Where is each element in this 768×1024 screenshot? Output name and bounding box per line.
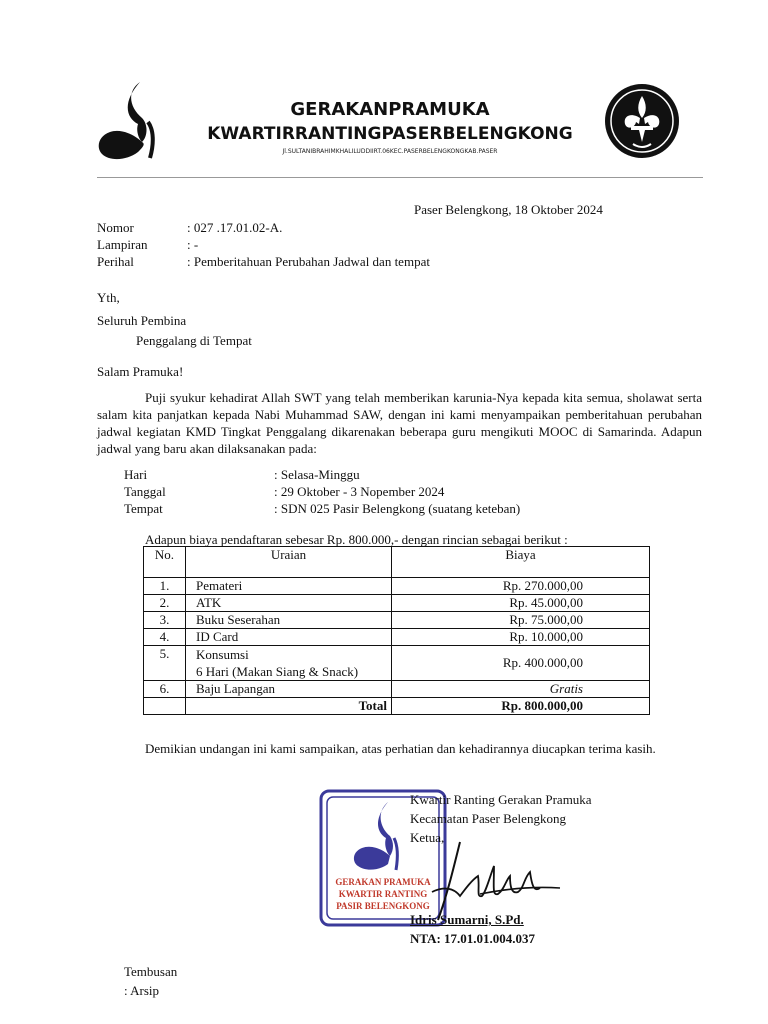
cell-no: 4. — [144, 629, 186, 646]
cell-empty — [144, 698, 186, 715]
meta-row-perihal — [97, 253, 430, 270]
table-row — [144, 646, 650, 681]
cc-item: : Arsip — [124, 983, 160, 998]
schedule-value: : SDN 025 Pasir Belengkong (suatang keteban) — [274, 501, 521, 516]
table-header-row — [144, 547, 650, 578]
org-address: Jl.SULTANIBRAHIMKHALILUDDIIRT.06KEC.PASERBELENGKONGKAB.PASER — [282, 148, 498, 155]
greeting: Salam Pramuka! — [97, 364, 184, 379]
meta-value: : 027 .17.01.02-A. — [187, 220, 283, 235]
signature-line1: Kwartir Ranting Gerakan Pramuka — [410, 792, 592, 807]
cell-biaya: Rp. 270.000,00 — [392, 578, 650, 595]
header-no: No. — [144, 547, 186, 578]
header-uraian: Uraian — [186, 547, 392, 578]
meta-label: Lampiran — [97, 237, 148, 252]
cell-uraian-multi — [186, 646, 392, 681]
meta-label: Perihal — [97, 254, 134, 269]
header-biaya: Biaya — [392, 547, 650, 578]
cell-no: 2. — [144, 595, 186, 612]
cell-uraian: Pemateri — [186, 578, 392, 595]
cell-uraian: ID Card — [186, 629, 392, 646]
cell-no: 1. — [144, 578, 186, 595]
recipient-line1: Seluruh Pembina — [97, 313, 187, 328]
recipient-line2: Penggalang di Tempat — [136, 333, 252, 348]
meta-label: Nomor — [97, 220, 134, 235]
org-title — [150, 98, 630, 146]
signatory-name: Idris Sumarni, S.Pd. — [410, 912, 524, 927]
cell-biaya: Rp. 45.000,00 — [392, 595, 650, 612]
table-total-row — [144, 698, 650, 715]
table-row — [144, 681, 650, 698]
table-row — [144, 595, 650, 612]
org-title-line1: GERAKANPRAMUKA — [290, 99, 490, 120]
table-row — [144, 578, 650, 595]
cell-no: 5. — [144, 646, 186, 681]
signatory-nta: NTA: 17.01.01.004.037 — [410, 931, 536, 946]
cost-table — [143, 546, 650, 715]
letter-meta — [97, 219, 430, 270]
schedule-label: Tempat — [124, 501, 163, 516]
cell-no: 6. — [144, 681, 186, 698]
stamp-text-line: PASIR BELENGKONG — [336, 901, 430, 911]
cell-uraian-sub: 6 Hari (Makan Siang & Snack) — [196, 664, 359, 679]
cell-biaya: Rp. 75.000,00 — [392, 612, 650, 629]
table-row — [144, 612, 650, 629]
total-label: Total — [186, 698, 392, 715]
body-paragraph — [97, 389, 702, 457]
schedule-value: : Selasa-Minggu — [274, 467, 360, 482]
signature-line2: Kecamatan Paser Belengkong — [410, 811, 566, 826]
stamp-text-line: GERAKAN PRAMUKA — [335, 877, 431, 887]
cell-biaya: Rp. 400.000,00 — [392, 646, 650, 681]
meta-value: : Pemberitahuan Perubahan Jadwal dan tempat — [187, 254, 430, 269]
closing-text: Demikian undangan ini kami sampaikan, atas perhatian dan kehadirannya diucapkan terima kasih. — [145, 741, 656, 756]
schedule-row-tempat — [124, 500, 520, 517]
header-divider — [97, 177, 703, 178]
pramuka-emblem-logo — [603, 82, 681, 160]
total-value: Rp. 800.000,00 — [392, 698, 650, 715]
schedule-row-hari — [124, 466, 520, 483]
table-row — [144, 629, 650, 646]
schedule-label: Hari — [124, 467, 148, 482]
schedule-row-tanggal — [124, 483, 520, 500]
body-text: Puji syukur kehadirat Allah SWT yang telah memberikan karunia-Nya kepada kita semua, sholawat serta salam kita panjatkan kepada Nabi Muhammad SAW, dengan ini kami menyampaikan pemberitahuan perubahan jadwal kegiatan KMD Tingkat Penggalang dikarenakan beberapa guru mengikuti MOOC di Samarinda. Adapun jadwal yang baru akan dilaksanakan pada: — [97, 390, 702, 456]
cell-biaya: Gratis — [392, 681, 650, 698]
cell-no: 3. — [144, 612, 186, 629]
cell-biaya: Rp. 10.000,00 — [392, 629, 650, 646]
cost-intro: Adapun biaya pendaftaran sebesar Rp. 800.000,- dengan rincian sebagai berikut : — [145, 532, 568, 547]
meta-row-lampiran — [97, 236, 430, 253]
cell-uraian: ATK — [186, 595, 392, 612]
cc-label: Tembusan — [124, 964, 178, 979]
place-date: Paser Belengkong, 18 Oktober 2024 — [414, 202, 603, 217]
meta-value: : - — [187, 237, 199, 252]
cell-uraian: Konsumsi — [196, 647, 249, 662]
cell-uraian: Buku Seserahan — [186, 612, 392, 629]
meta-row-nomor — [97, 219, 430, 236]
stamp-text-line: KWARTIR RANTING — [338, 889, 428, 899]
org-title-line2: KWARTIRRANTINGPASERBELENGKONG — [207, 124, 573, 144]
signature-line3: Ketua, — [410, 830, 445, 845]
schedule — [124, 466, 520, 517]
recipient-yth: Yth, — [97, 290, 120, 305]
schedule-label: Tanggal — [124, 484, 166, 499]
closing-paragraph — [97, 739, 702, 759]
schedule-value: : 29 Oktober - 3 Nopember 2024 — [274, 484, 445, 499]
cell-uraian: Baju Lapangan — [186, 681, 392, 698]
